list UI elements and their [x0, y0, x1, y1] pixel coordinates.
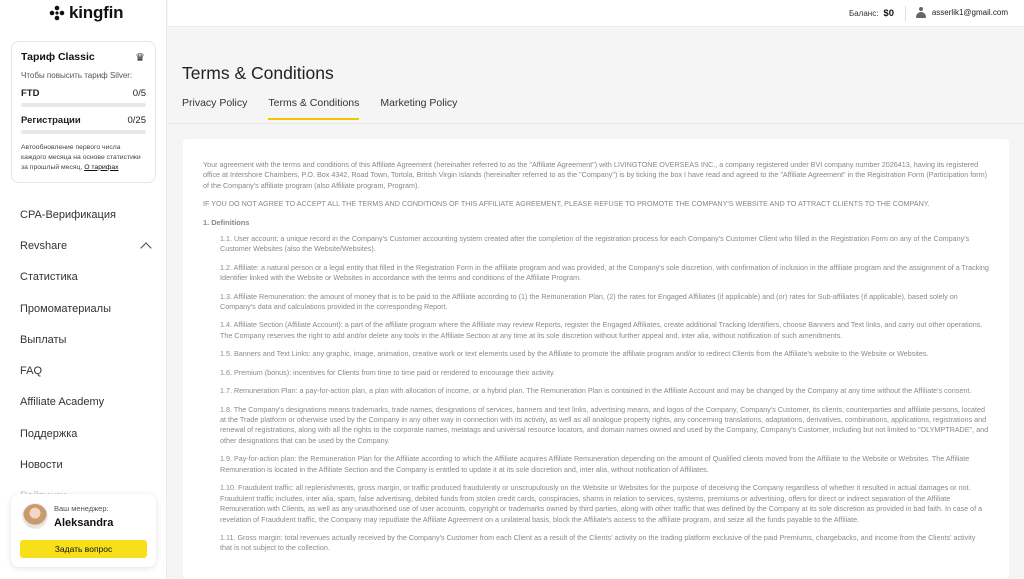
nav-label: Промоматериалы: [20, 302, 111, 315]
nav-label: Новости: [20, 459, 63, 472]
balance: [849, 8, 894, 19]
sidebar-item-promo[interactable]: [20, 293, 160, 324]
ask-question-button[interactable]: Задать вопрос: [20, 540, 147, 558]
top-bar: [168, 0, 1024, 27]
sidebar-item-faq[interactable]: [20, 355, 160, 386]
definition-item: 1.1. User account: a unique record in the Company's Customer accounting system created after the completion of the registration process for each Company's Customer Client who filled in the Registration Form on any of the Company's Customer Websites (also the Website/Websites).: [220, 233, 970, 254]
terms-intro: Your agreement with the terms and conditions of this Affiliate Agreement (hereinafter referred to as the "Affiliate Agreement") with LIVINGTONE OVERSEAS INC., a company registered under BVI company number 2026413, having its registered office at Intershore Chambers, P.O. Box 4342, Road Town, Tortola, British Virgin Islands (hereinafter referred to as the "Company") is by ticking the box I have read and agreed to the "Affiliate Agreement" in the Registration Form (Participation form) of the Company's affiliate program (also Affiliate program, Program).: [203, 160, 988, 190]
sidebar: [0, 0, 167, 579]
metric-progress-bar: [21, 103, 146, 107]
manager-label: Ваш менеджер:: [54, 504, 109, 513]
terms-content[interactable]: [183, 139, 1009, 579]
user-icon: [916, 7, 926, 18]
manager-avatar: [22, 503, 48, 529]
metric-registrations: [21, 115, 146, 134]
sidebar-item-revshare[interactable]: [20, 230, 160, 261]
brand-logo[interactable]: [49, 3, 123, 23]
divider: [905, 6, 906, 21]
crown-icon: ♛: [135, 52, 145, 64]
definition-item: 1.8. The Company's designations means trademarks, trade names, designations of services, banners and text links, advertising means, and logos of the Company, Company's Customer, its clients, counterparties and affiliate persons, located at the Trade platform or otherwise used by the Company in any other way in connection with its activity, as well as all analogue property rights, any concerning translations, adaptations, derivatives, combinations, applications, registrations and renewal of registrations, along with all the rights to the corporate names, metatags and universal resource locators, and domain names owned and used by the Company, Company's Customer, including but not limited to "OLYMPTRADE", and other designations that can be used by the Company.: [220, 404, 989, 445]
tariffs-link[interactable]: О тарифах: [84, 163, 119, 171]
definition-item: 1.11. Gross margin: total revenues actually received by the Company's Customer from each Client as a result of the Clients' activity on the trading platform exclusive of the paid Premiums, chargebacks, and income from the Clients' activity that is not subject to the collection.: [220, 532, 976, 553]
definition-item: 1.6. Premium (bonus): incentives for Clients from time to time paid or rendered to encourage their activity.: [220, 367, 556, 377]
tab-terms-conditions[interactable]: Terms & Conditions: [268, 97, 359, 120]
sidebar-item-academy[interactable]: [20, 387, 160, 418]
section-heading: 1. Definitions: [203, 217, 250, 227]
metric-label: FTD: [21, 88, 40, 99]
nav-label: Статистика: [20, 271, 78, 284]
definition-item: 1.5. Banners and Text Links: any graphic, image, animation, creative work or text elements used by the Affiliate to promote the affiliate program and/or to redirect Clients from the Affiliate's website to the Website or Websites.: [220, 349, 929, 359]
nav-label: Поддержка: [20, 427, 78, 440]
metric-label: Регистрации: [21, 115, 81, 126]
terms-warning: IF YOU DO NOT AGREE TO ACCEPT ALL THE TERMS AND CONDITIONS OF THIS AFFILIATE AGREEMENT, PLEASE REFUSE TO PROMOTE THE COMPANY'S WEBSITE AND TO ATTRACT CLIENTS TO THE COMPANY.: [203, 199, 930, 209]
divider: [168, 123, 1024, 124]
policy-tabs: [182, 97, 478, 120]
sidebar-nav: [20, 199, 160, 512]
tariff-note-text: Автообновление первого числа каждого месяца на основе статистики за прошлый месяц.: [21, 144, 141, 171]
metric-value: 0/25: [127, 115, 146, 126]
chevron-up-icon: [140, 242, 151, 253]
manager-name: Aleksandra: [54, 517, 114, 529]
sidebar-item-cpa-verification[interactable]: [20, 199, 160, 230]
metric-progress-bar: [21, 130, 146, 134]
tariff-upgrade-hint: Чтобы повысить тариф Silver:: [21, 71, 133, 80]
metric-ftd: [21, 88, 146, 107]
page-header: [168, 28, 1024, 124]
tariff-title: Тариф Classic: [21, 51, 95, 63]
nav-label: Revshare: [20, 239, 68, 252]
definition-item: 1.4. Affiliate Section (Affiliate Account): a part of the affiliate program where the Affiliate may review Reports, register the Engaged Affiliates, create additional Tracking Identifiers, choose Banners and Text links, and carry out other operations. The Company reserves the right to add and/or delete any tools in the Affiliate Section at any time at its sole discretion without further appeal and, inter alia, without notification of such amendments.: [220, 320, 983, 340]
sidebar-item-statistics[interactable]: [20, 262, 160, 293]
nav-label: FAQ: [20, 365, 43, 378]
balance-label: Баланс:: [848, 9, 879, 18]
definition-item: 1.2. Affiliate: a natural person or a legal entity that filled in the Registration Form in the affiliate program and was provided, at the Company's sole discretion, with confirmation of inclusion in the affiliate program and the assignment of a Tracking Identifier linked with the Website or Websites in accordance with the terms and conditions of the Affiliate Program.: [220, 262, 989, 283]
tab-privacy-policy[interactable]: Privacy Policy: [182, 97, 248, 109]
kingfin-logo-icon: [49, 5, 65, 21]
tab-marketing-policy[interactable]: Marketing Policy: [380, 97, 458, 109]
user-menu[interactable]: [916, 7, 1008, 18]
sidebar-item-news[interactable]: [20, 449, 160, 480]
page-title: Terms & Conditions: [182, 63, 334, 83]
nav-label: CPA-Верификация: [20, 208, 116, 221]
tariff-card: [11, 41, 156, 183]
metric-value: 0/5: [132, 88, 146, 99]
sidebar-item-payouts[interactable]: [20, 324, 160, 355]
definition-item: 1.7. Remuneration Plan: a pay-for-action plan, a plan with allocation of income, or a hybrid plan. The Remuneration Plan is contained in the Affiliate Account and may be changed by the Company at any time without the Affiliate's consent.: [220, 386, 972, 396]
tariff-note: [21, 143, 146, 173]
brand-name: kingfin: [69, 3, 124, 22]
definition-item: 1.9. Pay-for-action plan: the Remuneration Plan for the Affiliate according to which the Affiliate acquires Affiliate Remuneration depending on the amount of Qualified clients moved from the Affiliate to the Website or Websites. The Affiliate Remuneration is located in the Affiliate Section and the Company is entitled to update it at its sole discretion and, inter alia, without notification of Affiliates.: [220, 454, 970, 474]
nav-label: Affiliate Academy: [20, 396, 105, 409]
manager-card: [11, 494, 156, 567]
user-email: asserlik1@gmail.com: [931, 8, 1008, 17]
sidebar-item-support[interactable]: [20, 418, 160, 449]
definition-item: 1.3. Affiliate Remuneration: the amount of money that is to be paid to the Affiliate according to (1) the Remuneration Plan, (2) the rates for Engaged Affiliates (if applicable) and (or) rates for Sub-affiliates (if applicable), based solely on Company's data and calculations provided in the corresponding Report.: [220, 291, 958, 311]
definition-item: 1.10. Fraudulent traffic: all replenishments, gross margin, or traffic produced fraudulently or unscrupulously on the Website or Websites for the purpose of deceiving the Company regardless of whether it resulted in actual damages or not. Fraudulent traffic includes, inter alia, spam, false advertising, debited funds from stolen credit cards, conspiracies, shams in relation to services, systems, premiums or advertising, offers for direct or indirect separation of the Affiliate Remuneration with Clients, as well as any unauthorised use of user accounts, copyright or trademarks owned by third parties, along with other traffic that was defined by the Company at its sole discretion as provided in bad faith. In case of a revelation of Fraudulent traffic, the Company may repudiate the Affiliate Agreement on a unilateral basis, block the Affiliate's access to the affiliate program, and seize all the funds payable to the Affiliate.: [220, 483, 983, 524]
balance-value: $0: [883, 8, 894, 19]
nav-label: Выплаты: [20, 333, 67, 346]
